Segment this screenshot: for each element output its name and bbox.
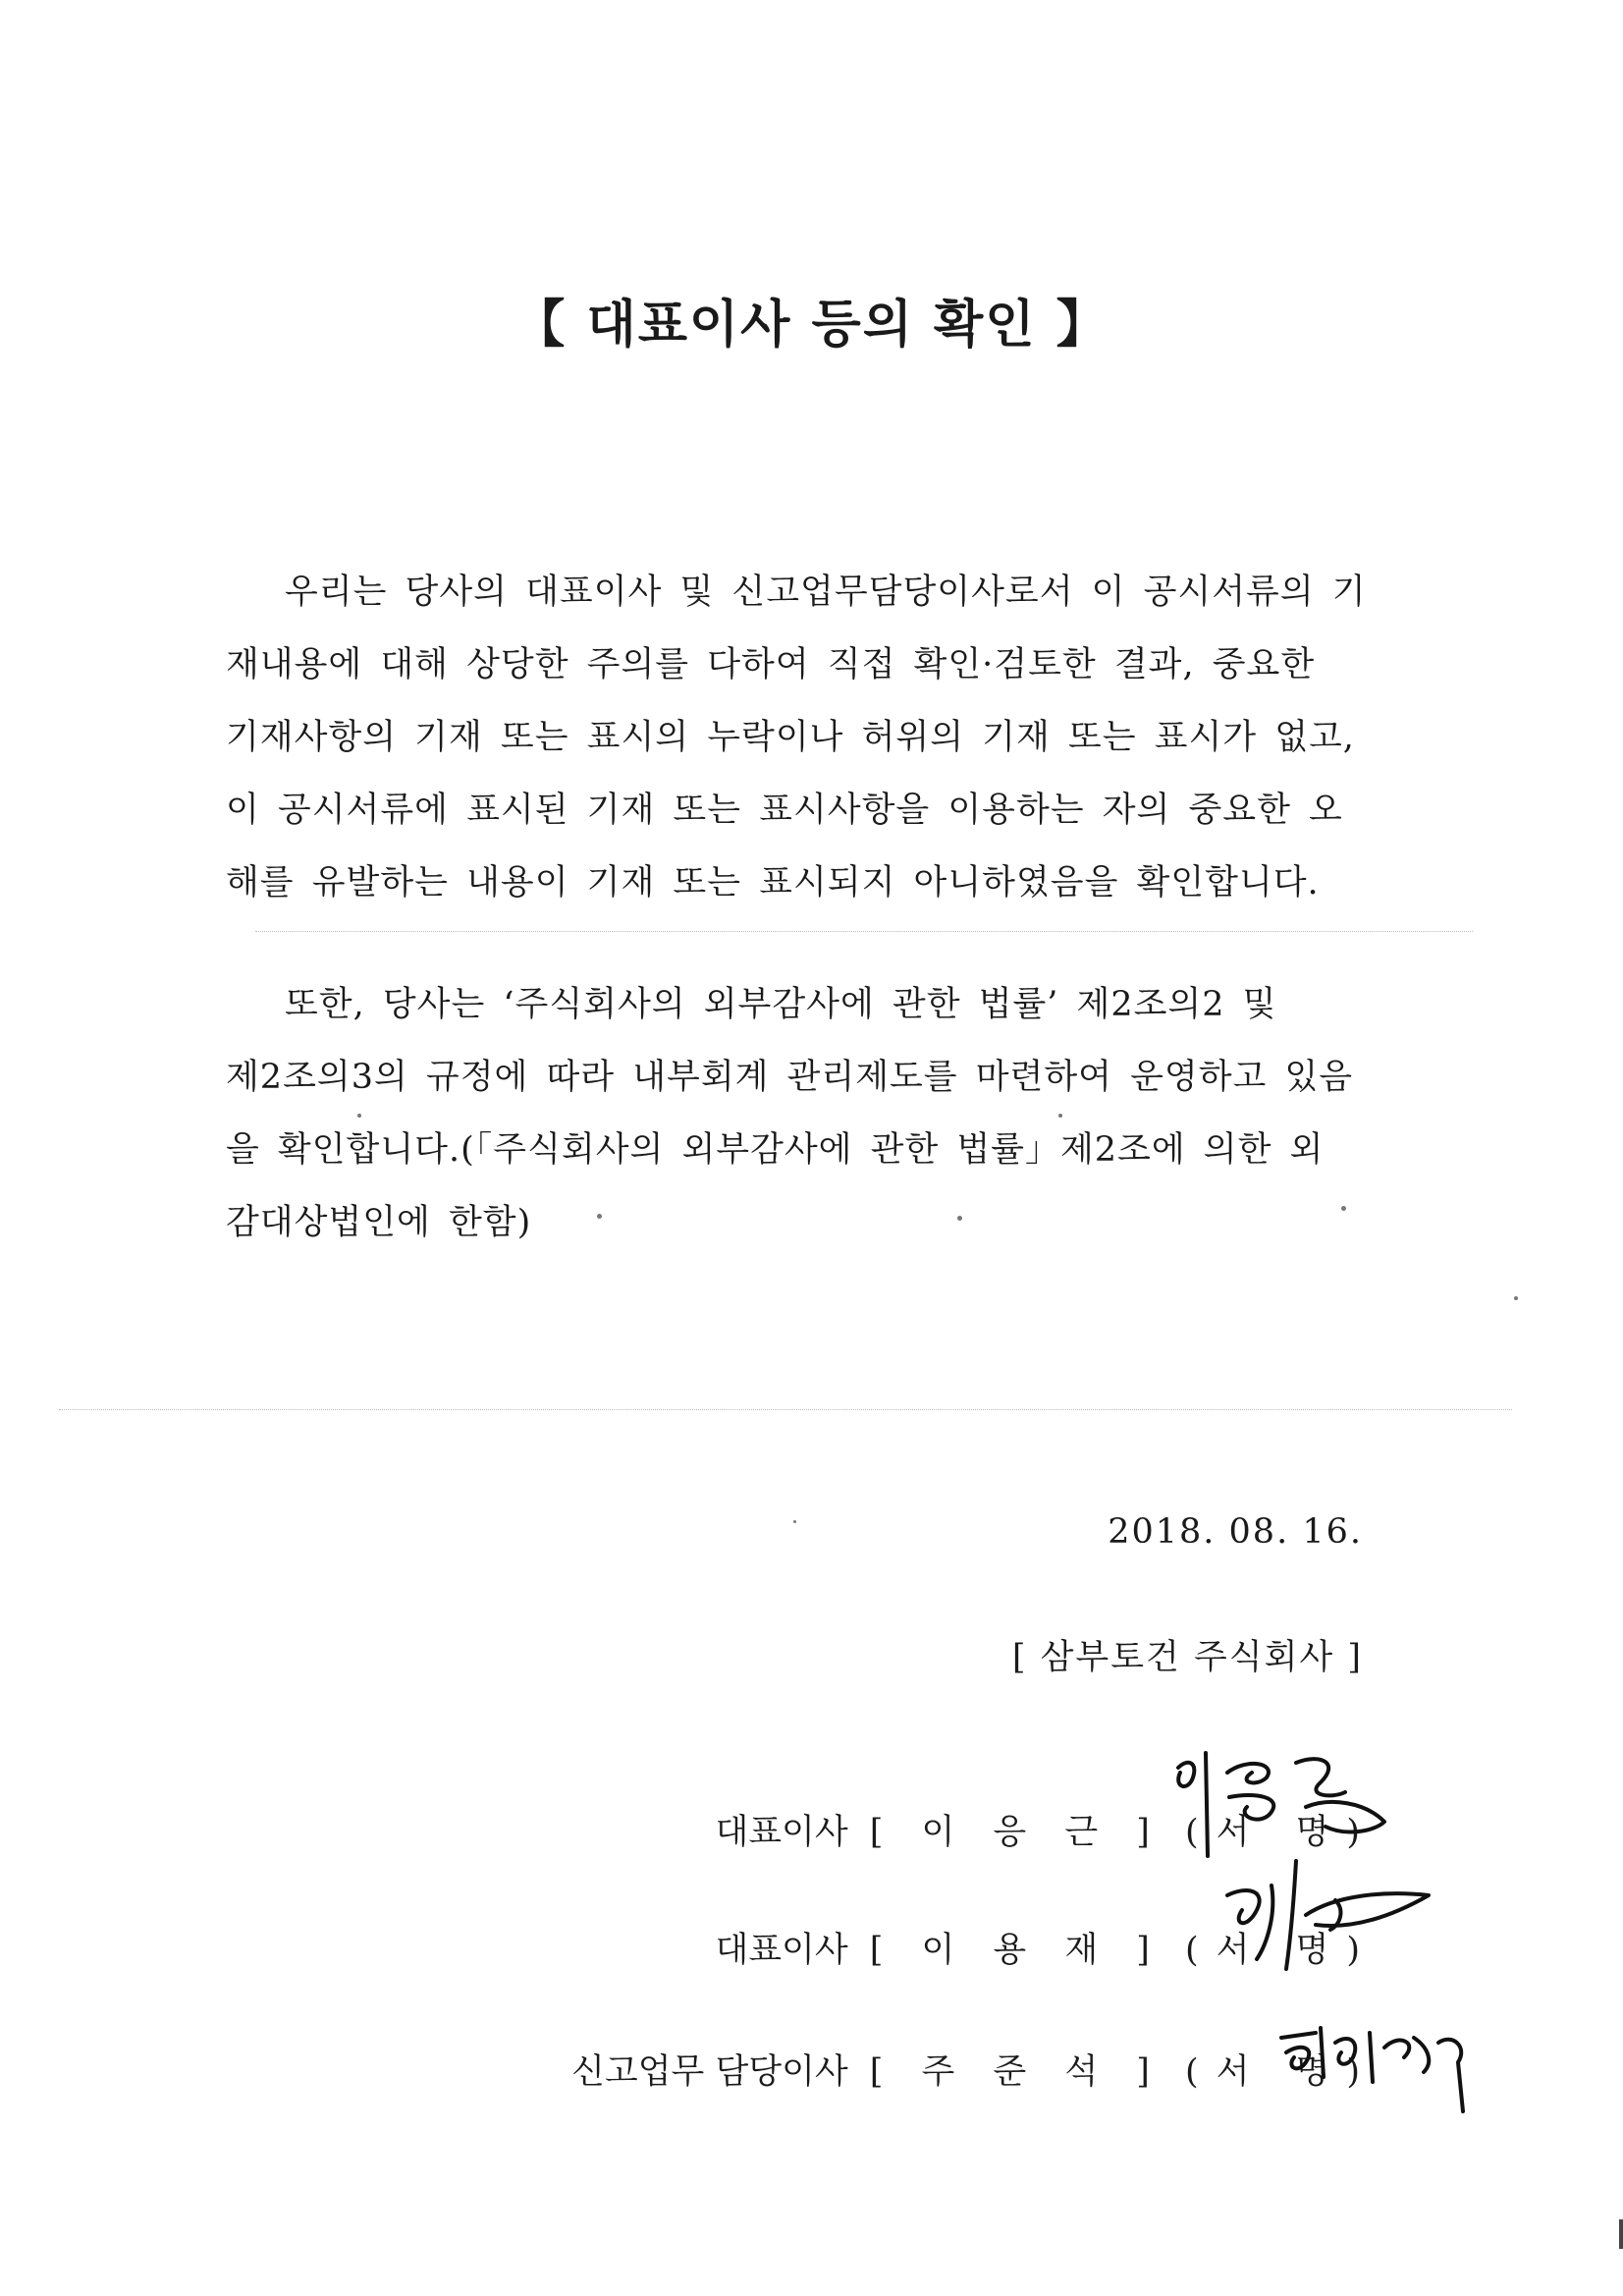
paragraph-line: 해를 유발하는 내용이 기재 또는 표시되지 아니하였음을 확인합니다. <box>226 863 1320 902</box>
signatory-role: 대표이사 <box>715 1931 848 1970</box>
paragraph-line: 이 공시서류에 표시된 기재 또는 표시사항을 이용하는 자의 중요한 오 <box>226 791 1343 830</box>
confirmation-paragraph <box>226 556 1375 919</box>
scan-artifact <box>1341 1206 1346 1211</box>
signatory-role: 대표이사 <box>715 1813 848 1852</box>
paragraph-line: 을 확인합니다.(「주식회사의 외부감사에 관한 법률」제2조에 의한 외 <box>226 1130 1325 1170</box>
paragraph-line: 재내용에 대해 상당한 주의를 다하여 직접 확인·검토한 결과, 중요한 <box>226 645 1316 684</box>
company-name: [ 삼부토건 주식회사 ] <box>1011 1638 1363 1677</box>
internal-control-paragraph <box>226 968 1375 1259</box>
paragraph-line: 제2조의3의 규정에 따라 내부회계 관리제도를 마련하여 운영하고 있음 <box>226 1058 1354 1097</box>
scan-artifact <box>597 1214 602 1219</box>
paragraph-line: 우리는 당사의 대표이사 및 신고업무담당이사로서 이 공시서류의 기 <box>285 573 1367 612</box>
signature-label: (서 명) <box>1184 1813 1378 1852</box>
scan-artifact <box>59 1409 1512 1410</box>
scan-artifact <box>255 931 1473 932</box>
document-date: 2018. 08. 16. <box>1108 1512 1363 1552</box>
paragraph-line: 감대상법인에 한함) <box>226 1203 532 1242</box>
signature-label: (서 명) <box>1184 1931 1378 1970</box>
scan-artifact <box>793 1520 796 1523</box>
signatory-row <box>571 2045 1378 2094</box>
paragraph-line: 또한, 당사는 ‘주식회사의 외부감사에 관한 법률’ 제2조의2 및 <box>285 985 1277 1024</box>
signatory-name: [ 주 준 석 ] <box>869 2052 1163 2092</box>
scan-artifact <box>357 1114 361 1118</box>
scan-artifact <box>1514 1296 1518 1300</box>
signatory-row <box>715 1805 1378 1854</box>
paragraph-line: 기재사항의 기재 또는 표시의 누락이나 허위의 기재 또는 표시가 없고, <box>226 718 1355 757</box>
document-title: 【 대표이사 등의 확인 】 <box>514 296 1109 355</box>
signatory-role: 신고업무 담당이사 <box>571 2052 848 2092</box>
signatory-name: [ 이 응 근 ] <box>869 1813 1163 1852</box>
scan-artifact <box>1058 1114 1062 1118</box>
signatory-name: [ 이 용 재 ] <box>869 1931 1163 1970</box>
scan-artifact <box>1619 2219 1623 2249</box>
signatory-row <box>715 1923 1378 1972</box>
signature-label: (서 명) <box>1184 2052 1378 2092</box>
scan-artifact <box>957 1216 962 1221</box>
